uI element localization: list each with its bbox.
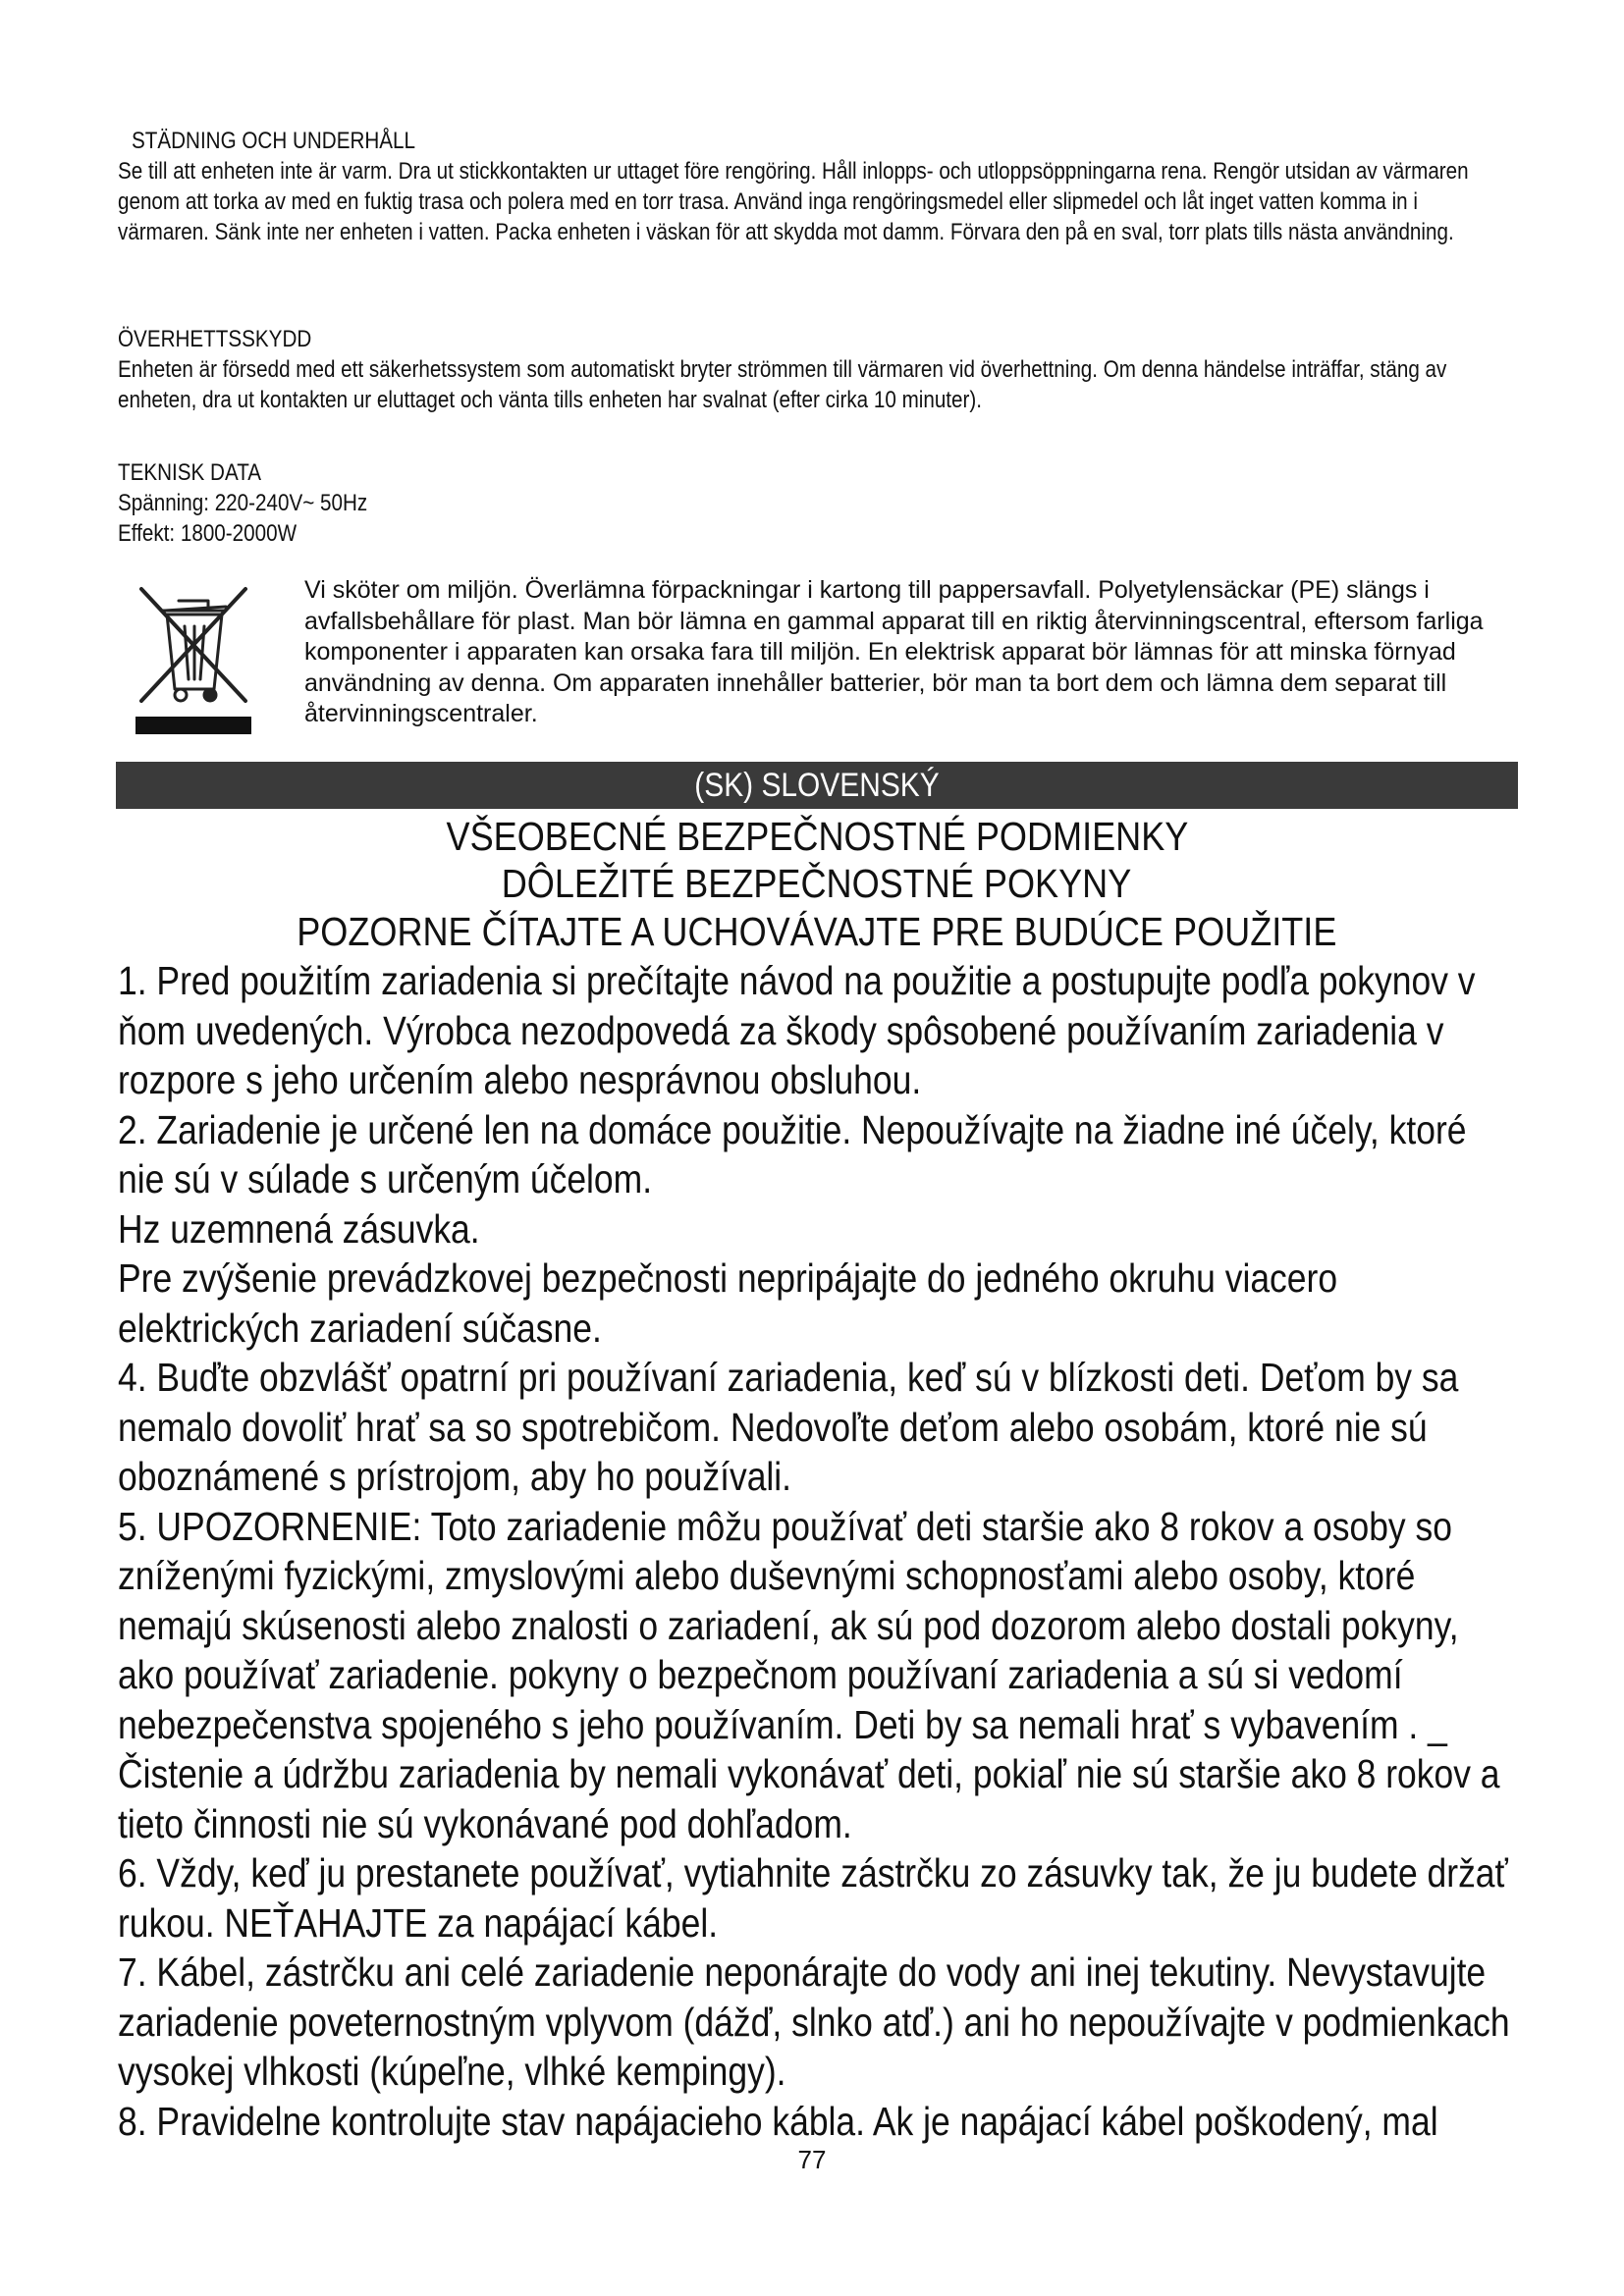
heading-read-carefully	[116, 908, 1518, 955]
heading-important-instructions	[116, 860, 1518, 907]
weee-crossed-bin-icon	[135, 585, 251, 736]
sk-paragraph-3: Hz uzemnená zásuvka.	[118, 1205, 480, 1252]
sk-paragraph-6: 5. UPOZORNENIE: Toto zariadenie môžu používať deti staršie ako 8 rokov a osoby so zníženými fyzickými, zmyslovými alebo duševnými schopnosťami alebo osoby, ktoré nemajú skúsenosti alebo znalosti o zariadení, ak sú pod dozorom alebo dostali pokyny, ako používať zariadenie. pokyny o bezpečnom používaní zariadenia a sú si vedomí nebezpečenstva spojeného s jeho používaním. Deti by sa nemali hrať s vybavením . _ Čistenie a údržbu zariadenia by nemali vykonávať deti, pokiaľ nie sú staršie ako 8 rokov a tieto činnosti nie sú vykonávané pod dohľadom.	[118, 1503, 1500, 1846]
sv-overheat-section	[118, 324, 1512, 415]
sv-cleaning-section	[118, 126, 1512, 247]
sv-overheat-title: ÖVERHETTSSKYDD	[118, 326, 312, 352]
heading-important-text: DÔLEŽITÉ BEZPEČNOSTNÉ POKYNY	[502, 861, 1132, 906]
language-bar-label: (SK) SLOVENSKÝ	[694, 767, 940, 804]
heading-general-text: VŠEOBECNÉ BEZPEČNOSTNÉ PODMIENKY	[446, 814, 1188, 859]
sv-techdata-voltage: Spänning: 220-240V~ 50Hz	[118, 490, 368, 516]
sk-paragraph-5: 4. Buďte obzvlášť opatrní pri používaní zariadenia, keď sú v blízkosti deti. Deťom by sa nemalo dovoliť hrať sa so spotrebičom. Nedovoľte deťom alebo osobám, ktoré nie sú oboznámené s prístrojom, aby ho používali.	[118, 1355, 1459, 1499]
sk-paragraph-1: 1. Pred použitím zariadenia si prečítajte návod na použitie a postupujte podľa pokynov v ňom uvedených. Výrobca nezodpovedá za škody spôsobené používaním zariadenia v rozpore s jeho určením alebo nesprávnou obsluhou.	[118, 958, 1476, 1102]
sv-cleaning-title: STÄDNING OCH UNDERHÅLL	[132, 128, 416, 154]
sv-techdata-power: Effekt: 1800-2000W	[118, 520, 298, 547]
environment-notice: Vi sköter om miljön. Överlämna förpackningar i kartong till pappersavfall. Polyetylensäckar (PE) slängs i avfallsbehållare för plast. Man bör lämna en gammal apparat till en riktig återvinningscentral, eftersom farliga komponenter i apparaten kan orsaka fara till miljön. En elektrisk apparat bör lämnas för att minska förnyad användning av denna. Om apparaten innehåller batterier, bör man ta bort dem och lämna dem separat till återvinningscentraler.	[304, 576, 1484, 727]
heading-general-conditions	[116, 813, 1518, 860]
sk-paragraph-2: 2. Zariadenie je určené len na domáce použitie. Nepoužívajte na žiadne iné účely, ktoré nie sú v súlade s určeným účelom.	[118, 1106, 1467, 1201]
sv-overheat-body: Enheten är försedd med ett säkerhetssystem som automatiskt bryter strömmen till värmaren vid överhettning. Om denna händelse inträffar, stäng av enheten, dra ut kontakten ur eluttaget och vänta tills enheten har svalnat (efter cirka 10 minuter).	[118, 356, 1447, 413]
sk-paragraph-8: 7. Kábel, zástrčku ani celé zariadenie neponárajte do vody ani inej tekutiny. Nevystavujte zariadenie poveternostným vplyvom (dážď, slnko atď.) ani ho nepoužívajte v podmienkach vysokej vlhkosti (kúpeľne, vlhké kempingy).	[118, 1949, 1510, 2094]
sk-paragraph-9: 8. Pravidelne kontrolujte stav napájacieho kábla. Ak je napájací kábel poškodený, mal	[118, 2098, 1438, 2144]
sv-techdata-title: TEKNISK DATA	[118, 459, 262, 486]
heading-read-text: POZORNE ČÍTAJTE A UCHOVÁVAJTE PRE BUDÚCE POUŽITIE	[297, 909, 1337, 954]
language-bar	[116, 762, 1518, 809]
sk-paragraph-4: Pre zvýšenie prevádzkovej bezpečnosti nepripájajte do jedného okruhu viacero elektrických zariadení súčasne.	[118, 1255, 1338, 1351]
sk-safety-instructions	[118, 956, 1512, 2146]
sv-cleaning-body: Se till att enheten inte är varm. Dra ut stickkontakten ur uttaget före rengöring. Håll inlopps- och utloppsöppningarna rena. Rengör utsidan av värmaren genom att torka av med en fuktig trasa och polera med en torr trasa. Använd inga rengöringsmedel eller slipmedel och låt inget vatten komma in i värmaren. Sänk inte ner enheten i vatten. Packa enheten i väskan för att skydda mot damm. Förvara den på en sval, torr plats tills nästa användning.	[118, 158, 1469, 245]
sv-techdata-section	[118, 457, 1512, 549]
page-number: 77	[797, 2145, 827, 2174]
sk-paragraph-7: 6. Vždy, keď ju prestanete používať, vytiahnite zástrčku zo zásuvky tak, že ju budete držať rukou. NEŤAHAJTE za napájací kábel.	[118, 1850, 1508, 1946]
